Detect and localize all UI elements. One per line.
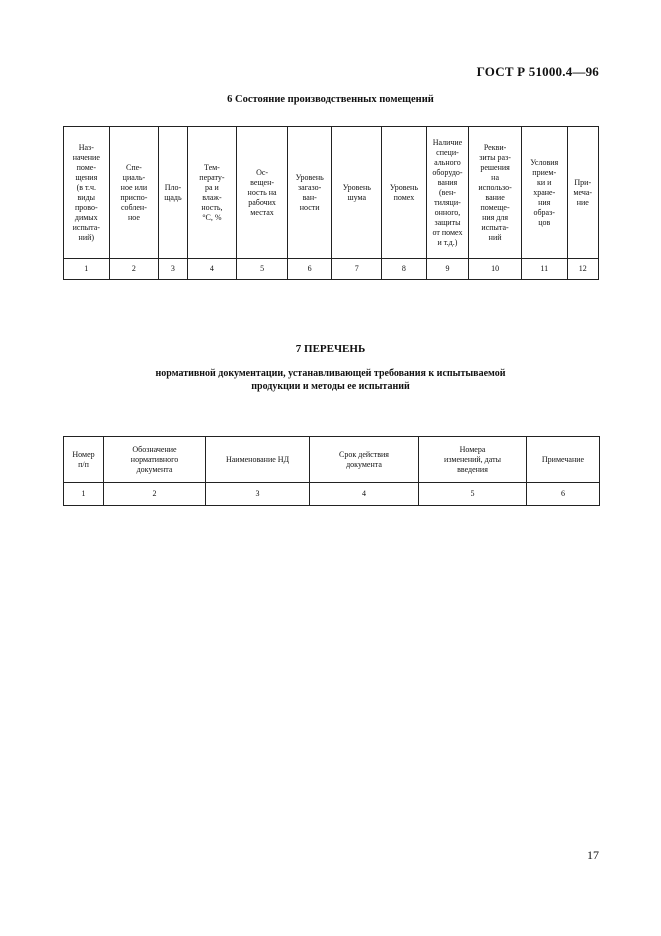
- column-number: 10: [469, 259, 522, 280]
- column-header-amendments: Номера изменений, даты введения: [419, 437, 527, 483]
- column-header-gas-level: Уровень загазо- ван- ности: [287, 127, 332, 259]
- normative-documents-table: [63, 436, 600, 506]
- column-number: 4: [187, 259, 237, 280]
- section-7-subtitle-line2: продукции и методы ее испытаний: [251, 381, 410, 392]
- table-row: [64, 483, 600, 506]
- document-id: ГОСТ Р 51000.4—96: [476, 64, 599, 79]
- column-header-area: Пло- щадь: [159, 127, 187, 259]
- column-header-permit-details: Рекви- зиты раз- решения на использо- вание помеще- ния для испыта- ний: [469, 127, 522, 259]
- column-header-temperature: Тем- перату- ра и влаж- ность, °С, %: [187, 127, 237, 259]
- column-number: 7: [332, 259, 382, 280]
- column-header-special: Спе- циаль- ное или приспо- соблен- ное: [109, 127, 159, 259]
- column-number: 4: [310, 483, 419, 506]
- section-7-subtitle: [0, 367, 661, 393]
- column-header-noise-level: Уровень шума: [332, 127, 382, 259]
- column-number: 1: [64, 483, 104, 506]
- column-number: 5: [419, 483, 527, 506]
- column-number: 12: [567, 259, 598, 280]
- section-7-subtitle-line1: нормативной документации, устанавливающей требования к испытываемой: [155, 368, 506, 379]
- column-header-special-equipment: Наличие специ- ального оборудо- вания (вен- тиляци- онного, защиты от помех и т.д.): [426, 127, 469, 259]
- premises-condition-table: [63, 126, 599, 280]
- column-number: 8: [382, 259, 427, 280]
- column-header-doc-name: Наименование НД: [206, 437, 310, 483]
- column-header-doc-designation: Обозначение нормативного документа: [104, 437, 206, 483]
- column-number: 6: [287, 259, 332, 280]
- column-number: 6: [527, 483, 600, 506]
- column-number: 2: [104, 483, 206, 506]
- column-header-item-number: Номер п/п: [64, 437, 104, 483]
- column-header-note: Примечание: [527, 437, 600, 483]
- column-header-lighting: Ос- вещен- ность на рабочих местах: [237, 127, 288, 259]
- page-number: 17: [587, 848, 599, 862]
- table-row: [64, 259, 599, 280]
- column-number: 9: [426, 259, 469, 280]
- table-header-row: [64, 127, 599, 259]
- column-header-acceptance-conditions: Условия прием- ки и хране- ния образ- цов: [521, 127, 567, 259]
- column-number: 5: [237, 259, 288, 280]
- section-7-title: 7 ПЕРЕЧЕНЬ: [295, 343, 366, 355]
- column-header-purpose: Наз- начение поме- щения (в т.ч. виды прово- димых испыта- ний): [64, 127, 110, 259]
- column-header-note: При- меча- ние: [567, 127, 598, 259]
- column-number: 3: [159, 259, 187, 280]
- column-number: 1: [64, 259, 110, 280]
- table-header-row: [64, 437, 600, 483]
- column-header-interference-level: Уровень помех: [382, 127, 427, 259]
- column-number: 11: [521, 259, 567, 280]
- section-6-title: 6 Состояние производственных помещений: [227, 94, 434, 105]
- column-number: 3: [206, 483, 310, 506]
- column-header-validity-period: Срок действия документа: [310, 437, 419, 483]
- column-number: 2: [109, 259, 159, 280]
